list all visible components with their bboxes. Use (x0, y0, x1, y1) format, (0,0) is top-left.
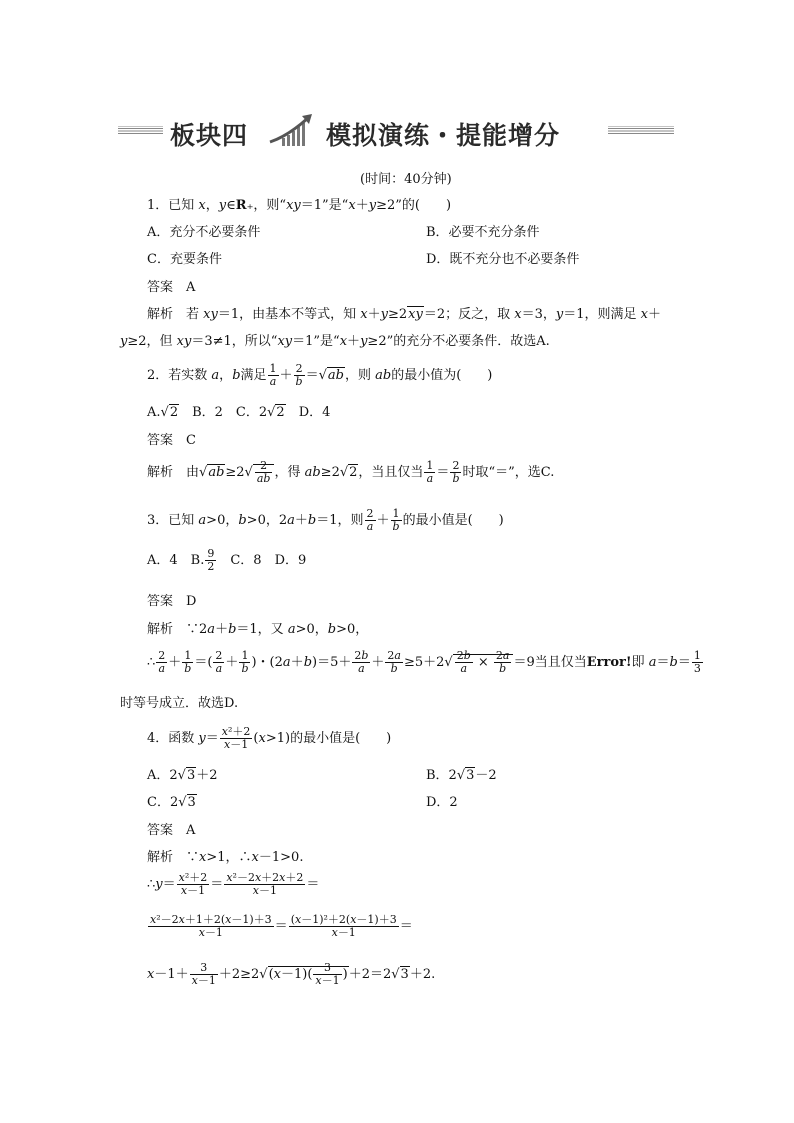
question-4-analysis-line-3: $\frac{\text{x²－2x＋1＋2(x－1)＋3}}{x-1}$ ＝ $\frac{\text{(x－1)²＋2(x－1)＋3}}{x-1}$ ＝ (150, 913, 413, 939)
question-2-analysis: 解析 由√ab≥2√ $\frac{2}{ab}$ ，得 ab≥2√2，当且仅当 $\frac{1}{a}$ ＝ $\frac{2}{b}$ 时取“＝”，选C. (147, 459, 555, 485)
question-1-stem: 1．已知 x，y∈R₊，则“xy＝1”是“x＋y≥2”的( ) (147, 198, 452, 213)
question-3-answer: 答案 D (147, 594, 197, 609)
question-1-answer: 答案 A (147, 280, 196, 295)
question-3-options: A．4 B. $\frac{9}{2}$ C．8 D．9 (147, 547, 307, 573)
question-4-option-d: D．2 (426, 795, 458, 810)
question-1-analysis-line-2: y≥2，但 xy＝3≠1，所以“xy＝1”是“x＋y≥2”的充分不必要条件．故选A. (120, 334, 550, 349)
question-2-answer: 答案 C (147, 433, 196, 448)
question-4-analysis-line-1: 解析 ∵x>1，∴x－1>0. (147, 850, 304, 865)
rising-bars-icon (266, 112, 318, 148)
question-4-option-b: B．2√3－2 (426, 768, 497, 783)
question-1-analysis-line-1: 解析 若 xy＝1，由基本不等式，知 x＋y≥2xy＝2；反之，取 x＝3，y＝1，则满足 x＋ (147, 307, 661, 322)
question-4-option-c: C．2√3 (147, 795, 196, 810)
question-4-option-a: A．2√3＋2 (147, 768, 218, 783)
question-2-stem: 2．若实数 a，b满足 $\frac{1}{a}$ ＋ $\frac{2}{b}$ ＝√ab，则 ab的最小值为( ) (147, 362, 493, 388)
question-4-analysis-line-2: ∴y＝ $\frac{\text{x²＋2}}{x-1}$ ＝ $\frac{\text{x²－2x＋2x＋2}}{x-1}$ ＝ (147, 871, 320, 897)
question-1-option-c: C．充要条件 (147, 252, 222, 267)
question-3-stem: 3．已知 a>0，b>0，2a＋b＝1，则 $\frac{2}{a}$ ＋ $\frac{1}{b}$ 的最小值是( ) (147, 507, 504, 533)
section-header (118, 112, 674, 152)
time-limit: (时间：40分钟) (360, 172, 452, 187)
question-1-option-b: B．必要不充分条件 (426, 225, 540, 240)
header-title: 模拟演练・提能增分 (326, 121, 561, 150)
question-3-analysis-line-1: 解析 ∵2a＋b＝1，又 a>0，b>0， (147, 622, 369, 637)
header-right-rule (608, 126, 674, 134)
question-4-analysis-line-4: x－1＋ $\frac{3}{x-1}$ ＋2≥2√(x－1)( $\frac{3}{x-1}$ )＋2＝2√3＋2. (147, 961, 436, 987)
question-3-analysis-line-3: 时等号成立．故选D. (120, 696, 239, 711)
question-1-option-d: D．既不充分也不必要条件 (426, 252, 580, 267)
question-1-option-a: A．充分不必要条件 (147, 225, 261, 240)
question-4-answer: 答案 A (147, 823, 196, 838)
question-4-stem: 4．函数 y＝ $\frac{\text{x²＋2}}{x-1}$ (x>1)的最小值是( ) (147, 725, 392, 751)
question-3-analysis-line-2: ∴ $\frac{2}{a}$ ＋ $\frac{1}{b}$ ＝( $\frac{2}{a}$ ＋ $\frac{1}{b}$ )・(2a＋b)＝5＋ $\frac{2b}{a}$ ＋ $\frac{2a}{b}$ ≥5＋2√ $\frac{2b}{a}$ × $\frac{2a}{b}$ ＝9当且仅当Error!即 a＝b＝ $\frac{1}{3}$ (147, 649, 701, 675)
header-left-rule (118, 126, 163, 134)
question-2-options: A.√2 B．2 C．2√2 D．4 (147, 405, 331, 420)
header-section-label: 板块四 (170, 121, 249, 150)
